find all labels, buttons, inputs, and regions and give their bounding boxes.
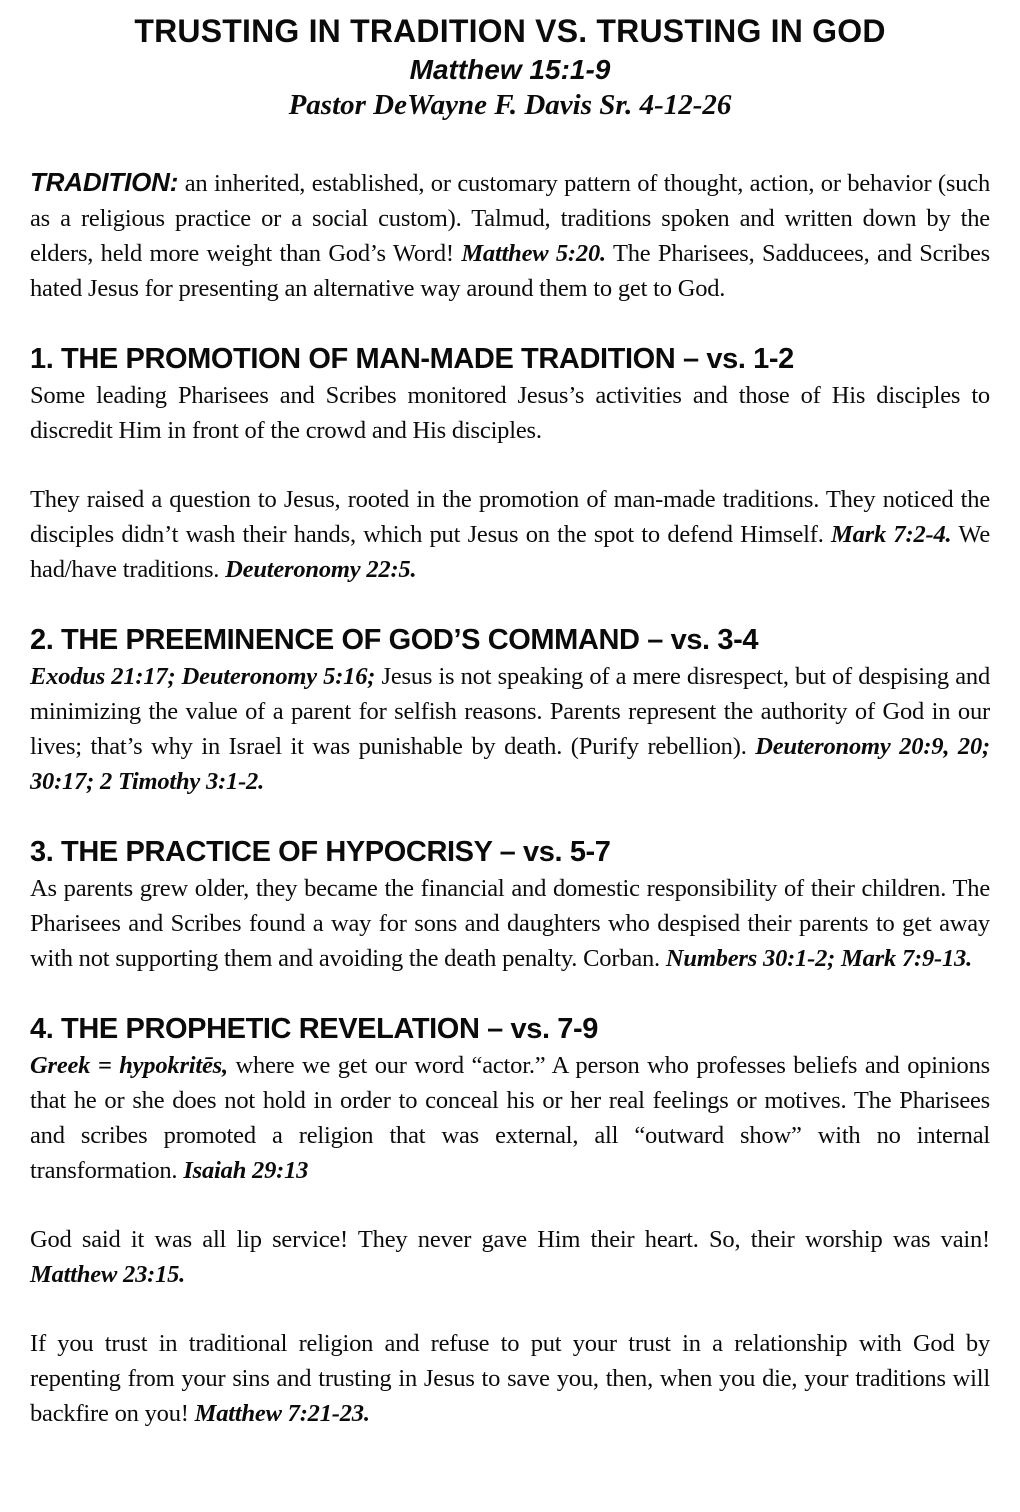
scripture-ref-numbers-30-1-2: Numbers 30:1-2; Mark 7:9-13. xyxy=(665,945,973,972)
section-1-text-1: They raised a question to Jesus, rooted in the promotion of man-made traditions. They noticed the disciples didn’t wash their hands, which put Jesus on the spot to defend Himself. xyxy=(30,486,990,548)
section-2-heading: 2. THE PREEMINENCE OF GOD’S COMMAND – vs. 3-4 xyxy=(30,624,759,656)
page-title: TRUSTING IN TRADITION VS. TRUSTING IN GOD xyxy=(134,13,886,49)
section-2 xyxy=(30,621,990,799)
intro-text-1: an inherited, established, or customary pattern of thought, action, or behavior (such as a religious practice or a social custom). Talmud, traditions spoken and written down by the elders, held more weight than God’s Word! xyxy=(30,170,991,267)
section-3-paragraph-1 xyxy=(30,871,990,976)
scripture-ref-deuteronomy-20-9: Deuteronomy 20:9, 20; 30:17; 2 Timothy 3:1-2. xyxy=(30,733,990,795)
section-1 xyxy=(30,340,990,587)
document-header xyxy=(30,12,990,123)
section-2-paragraph-1 xyxy=(30,659,990,799)
section-1-text-2: We had/have traditions. xyxy=(30,521,990,583)
greek-term-label: Greek = hypokritēs, xyxy=(30,1052,228,1079)
scripture-ref-matthew-7-21-23: Matthew 7:21-23. xyxy=(194,1400,370,1427)
section-1-paragraph-1: Some leading Pharisees and Scribes monitored Jesus’s activities and those of His disciples to discredit Him in front of the crowd and His disciples. xyxy=(30,382,990,444)
scripture-ref-exodus-21-17: Exodus 21:17; Deuteronomy 5:16; xyxy=(30,663,376,690)
section-4-paragraph-1 xyxy=(30,1048,990,1188)
scripture-subtitle: Matthew 15:1-9 xyxy=(409,54,611,85)
section-4-heading: 4. THE PROPHETIC REVELATION – vs. 7-9 xyxy=(30,1013,599,1045)
scripture-ref-matthew-5-20: Matthew 5:20. xyxy=(461,240,606,267)
scripture-ref-mark-7-2-4: Mark 7:2-4. xyxy=(831,521,952,548)
section-3-text-1: As parents grew older, they became the financial and domestic responsibility of their children. The Pharisees and Scribes found a way for sons and daughters who despised their parents to get away with not supporting them and avoiding the death penalty. Corban. xyxy=(30,875,990,972)
section-3 xyxy=(30,833,990,976)
byline: Pastor DeWayne F. Davis Sr. 4-12-26 xyxy=(288,89,732,121)
section-4-text-2: God said it was all lip service! They never gave Him their heart. So, their worship was vain! xyxy=(30,1226,990,1253)
section-4-paragraph-2 xyxy=(30,1222,990,1292)
section-1-paragraph-2 xyxy=(30,482,990,587)
scripture-ref-isaiah-29-13: Isaiah 29:13 xyxy=(183,1157,309,1184)
intro-text-2: The Pharisees, Sadducees, and Scribes hated Jesus for presenting an alternative way around them to get to God. xyxy=(30,240,990,302)
scripture-ref-deuteronomy-22-5: Deuteronomy 22:5. xyxy=(225,556,417,583)
closing-text: If you trust in traditional religion and refuse to put your trust in a relationship with God by repenting from your sins and trusting in Jesus to save you, then, when you die, your traditions will backfire on you! xyxy=(30,1330,990,1427)
intro-paragraph xyxy=(30,165,990,306)
section-1-heading: 1. THE PROMOTION OF MAN-MADE TRADITION – vs. 1-2 xyxy=(30,343,794,375)
section-4 xyxy=(30,1010,990,1431)
section-4-text-1: where we get our word “actor.” A person who professes beliefs and opinions that he or she does not hold in order to conceal his or her real feelings or motives. The Pharisees and scribes promoted a religion that was external, all “outward show” with no internal transformation. xyxy=(30,1052,990,1184)
section-2-text-1: Jesus is not speaking of a mere disrespect, but of despising and minimizing the value of a parent for selfish reasons. Parents represent the authority of God in our lives; that’s why in Israel it was punishable by death. (Purify rebellion). xyxy=(30,663,990,760)
tradition-label: TRADITION: xyxy=(30,167,179,197)
scripture-ref-matthew-23-15: Matthew 23:15. xyxy=(30,1261,186,1288)
section-3-heading: 3. THE PRACTICE OF HYPOCRISY – vs. 5-7 xyxy=(30,836,611,868)
closing-paragraph xyxy=(30,1326,990,1431)
